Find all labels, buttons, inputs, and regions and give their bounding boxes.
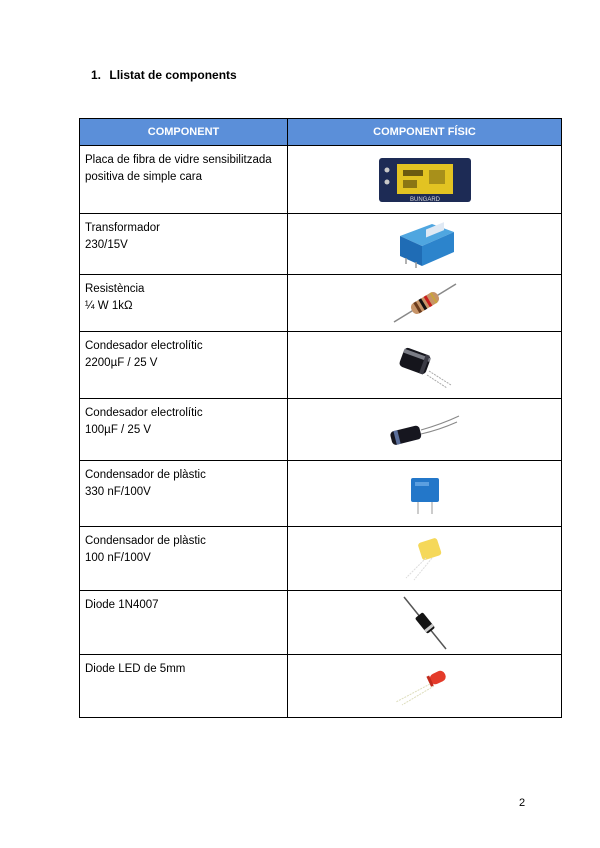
electrolytic-capacitor-small-photo — [387, 410, 463, 450]
component-name-cell — [80, 146, 288, 214]
component-image-cell — [288, 214, 562, 275]
table-row — [80, 214, 562, 275]
component-name: Condesador electrolític 2200µF / 25 V — [85, 340, 203, 369]
component-name: Condensador de plàstic 330 nF/100V — [85, 469, 206, 498]
electrolytic-capacitor-large-photo — [395, 341, 455, 389]
yellow-film-capacitor-photo — [400, 536, 450, 582]
component-name: Resistència ¼ W 1kΩ — [85, 283, 145, 312]
component-image-cell — [288, 591, 562, 655]
component-name: Diode LED de 5mm — [85, 663, 186, 675]
red-led-photo — [392, 666, 458, 706]
component-name-cell — [80, 214, 288, 275]
table-row — [80, 146, 562, 214]
page-number: 2 — [519, 797, 526, 809]
component-name: Transformador 230/15V — [85, 222, 160, 251]
table-row — [80, 591, 562, 655]
section-heading — [91, 68, 237, 82]
component-name: Condensador de plàstic 100 nF/100V — [85, 535, 206, 564]
component-name: Placa de fibra de vidre sensibilitzada positiva de simple cara — [85, 154, 272, 183]
table-row — [80, 461, 562, 527]
components-table — [79, 118, 562, 718]
component-name-cell — [80, 527, 288, 591]
pcb-board-photo — [377, 156, 473, 204]
component-name-cell — [80, 275, 288, 332]
transformer-photo — [390, 218, 460, 270]
component-name-cell — [80, 591, 288, 655]
table-row — [80, 527, 562, 591]
component-name-cell — [80, 399, 288, 461]
section-number: 1. — [91, 68, 102, 82]
blue-film-capacitor-photo — [405, 472, 445, 516]
component-name-cell — [80, 655, 288, 718]
component-image-cell — [288, 461, 562, 527]
component-image-cell — [288, 655, 562, 718]
resistor-photo — [390, 280, 460, 326]
section-title: Llistat de components — [109, 68, 237, 82]
diode-photo — [400, 595, 450, 651]
table-row — [80, 275, 562, 332]
component-image-cell — [288, 527, 562, 591]
table-row — [80, 655, 562, 718]
component-image-cell — [288, 275, 562, 332]
component-name: Condesador electrolític 100µF / 25 V — [85, 407, 203, 436]
header-component: COMPONENT — [80, 119, 288, 146]
pcb-photo-label: BUNGARD — [409, 196, 440, 203]
table-header-row — [80, 119, 562, 146]
table-row — [80, 399, 562, 461]
component-name: Diode 1N4007 — [85, 599, 159, 611]
component-image-cell — [288, 399, 562, 461]
component-name-cell — [80, 461, 288, 527]
header-physical-component: COMPONENT FÍSIC — [288, 119, 562, 146]
component-image-cell — [288, 146, 562, 214]
component-image-cell — [288, 332, 562, 399]
component-name-cell — [80, 332, 288, 399]
table-row — [80, 332, 562, 399]
